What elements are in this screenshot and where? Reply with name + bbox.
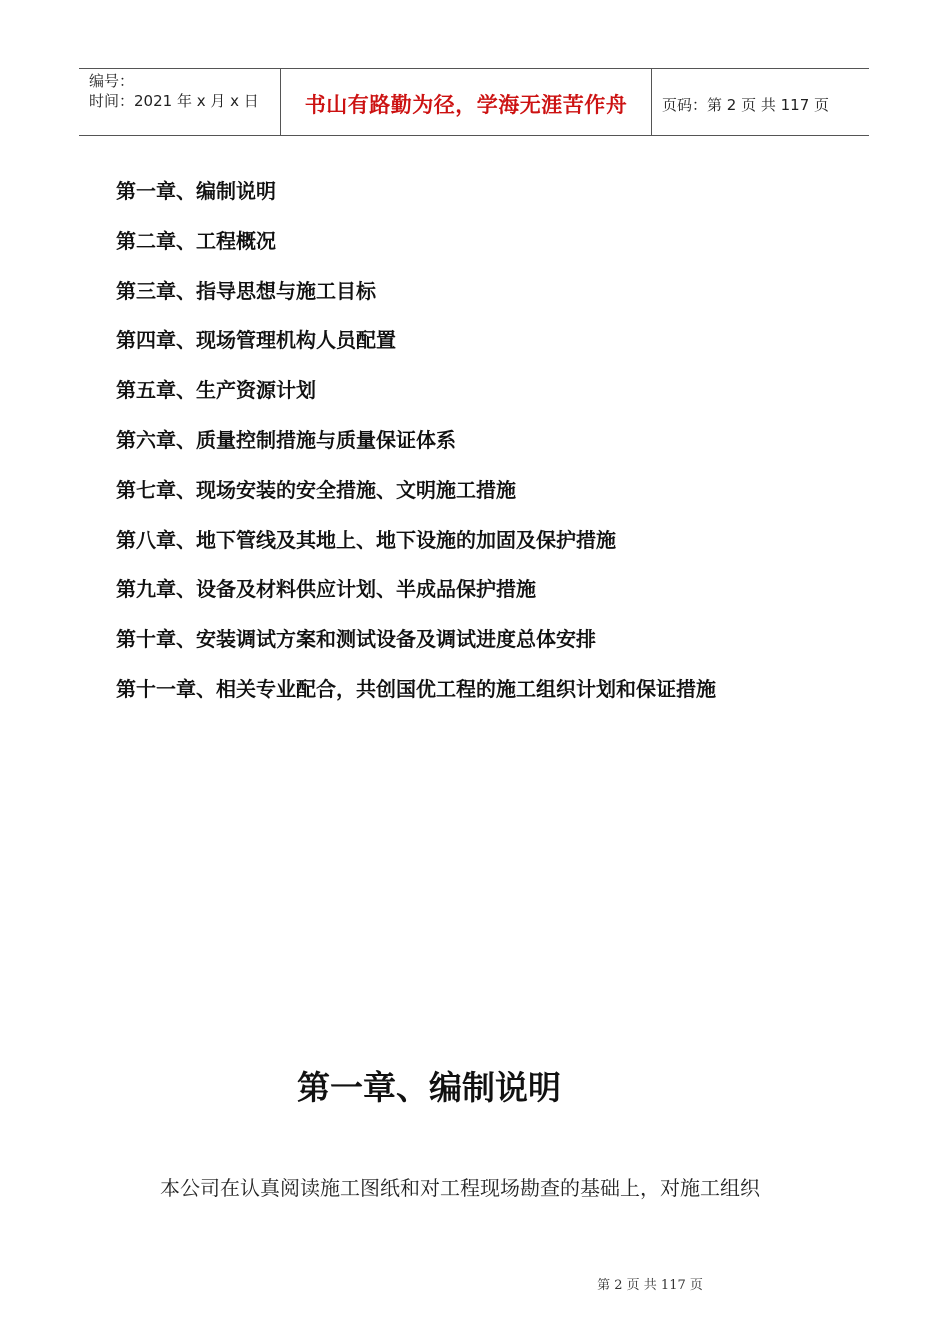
header-page-cell [652, 69, 869, 135]
table-of-contents [116, 174, 716, 722]
document-number-label: 编号： [89, 72, 135, 90]
body-paragraph: 本公司在认真阅读施工图纸和对工程现场勘查的基础上，对施工组织 [160, 1176, 760, 1200]
header-page-info: 页码：第 2 页 共 117 页 [662, 95, 830, 114]
toc-item[interactable]: 第四章、现场管理机构人员配置 [116, 328, 396, 353]
page-header [79, 68, 869, 136]
toc-item[interactable]: 第二章、工程概况 [116, 228, 276, 253]
document-date-label: 时间：2021 年 x 月 x 日 [89, 92, 259, 110]
toc-item[interactable]: 第七章、现场安装的安全措施、文明施工措施 [116, 477, 516, 502]
toc-item[interactable]: 第五章、生产资源计划 [116, 378, 316, 403]
page-footer [0, 1276, 950, 1296]
toc-item[interactable]: 第九章、设备及材料供应计划、半成品保护措施 [116, 577, 536, 602]
header-meta-cell [79, 69, 281, 135]
toc-item[interactable]: 第八章、地下管线及其地上、地下设施的加固及保护措施 [116, 527, 616, 552]
header-motto: 书山有路勤为径，学海无涯苦作舟 [304, 93, 628, 117]
toc-item[interactable]: 第一章、编制说明 [116, 179, 276, 203]
toc-item[interactable]: 第六章、质量控制措施与质量保证体系 [116, 427, 456, 452]
chapter-heading: 第一章、编制说明 [297, 1068, 561, 1107]
toc-item[interactable]: 第十章、安装调试方案和测试设备及调试进度总体安排 [116, 627, 596, 652]
footer-page-number: 第 2 页 共 117 页 [597, 1278, 703, 1293]
toc-item[interactable]: 第三章、指导思想与施工目标 [116, 278, 376, 303]
toc-item[interactable]: 第十一章、相关专业配合，共创国优工程的施工组织计划和保证措施 [116, 676, 716, 701]
header-motto-cell [281, 69, 652, 135]
